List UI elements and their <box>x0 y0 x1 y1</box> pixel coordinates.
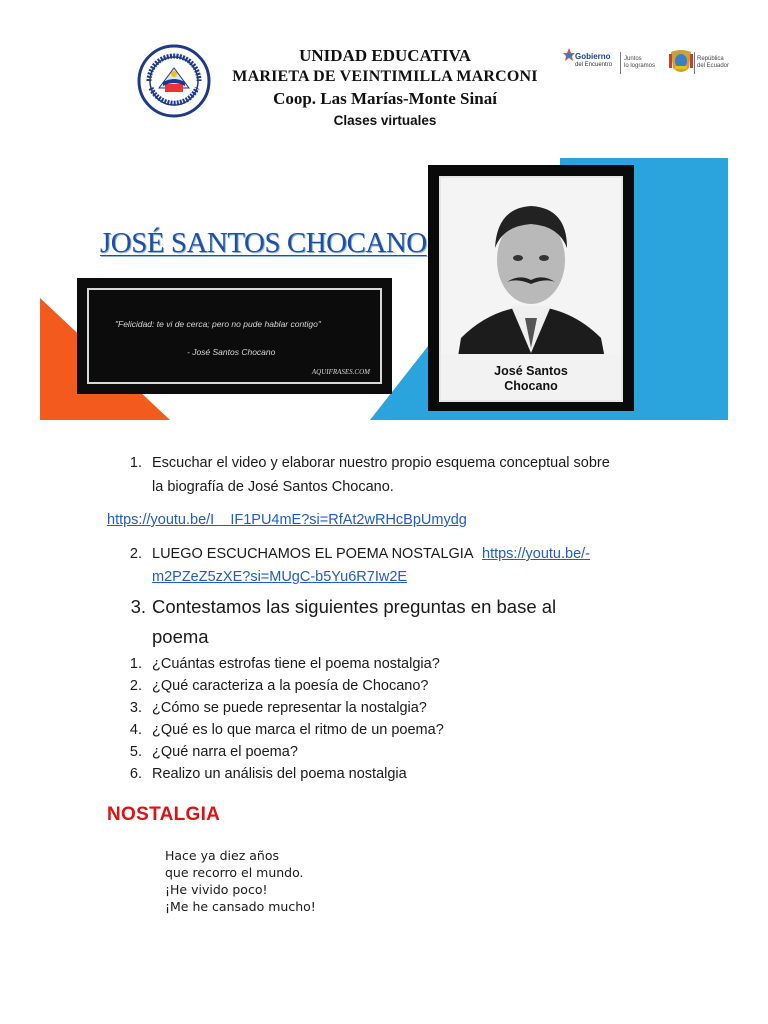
portrait-caption-line2: Chocano <box>504 379 558 393</box>
school-location: Coop. Las Marías-Monte Sinaí <box>273 89 497 108</box>
question-3-text: ¿Cómo se puede representar la nostalgia? <box>152 700 427 716</box>
banner-title: JOSÉ SANTOS CHOCANO <box>100 227 427 259</box>
item-3-line-2: poema <box>152 626 209 647</box>
question-3-number: 3. <box>129 700 142 716</box>
school-type: UNIDAD EDUCATIVA <box>299 46 471 65</box>
gov-name: Gobierno <box>575 52 611 61</box>
question-1-number: 1. <box>129 656 142 672</box>
portrait-caption <box>441 364 621 394</box>
government-logo <box>563 46 733 82</box>
question-5-text: ¿Qué narra el poema? <box>152 744 298 760</box>
quote-card <box>77 278 392 394</box>
biography-banner <box>40 158 728 420</box>
school-name: MARIETA DE VEINTIMILLA MARCONI <box>232 68 538 85</box>
gov-divider <box>620 52 621 74</box>
question-2-number: 2. <box>129 678 142 694</box>
question-5-number: 5. <box>129 744 142 760</box>
item-2-number: 2. <box>129 546 142 562</box>
republic-divider <box>694 52 695 74</box>
video-link-2-part-1[interactable]: https://youtu.be/- <box>482 546 591 562</box>
gov-name-sub: del Encuentro <box>575 62 613 68</box>
class-type: Clases virtuales <box>333 113 437 128</box>
poem-line-1: Hace ya diez años <box>165 848 280 863</box>
poem-line-2: que recorro el mundo. <box>165 865 304 880</box>
question-4-text: ¿Qué es lo que marca el ritmo de un poema? <box>152 722 444 738</box>
quote-author: - José Santos Chocano <box>187 347 276 357</box>
gov-slogan-2: lo logramos <box>624 63 656 69</box>
item-2-text: LUEGO ESCUCHAMOS EL POEMA NOSTALGIA <box>152 546 474 562</box>
video-link-2-part-2[interactable]: m2PZeZ5zXE?si=MUgC-b5Yu6R7Iw2E <box>152 569 408 585</box>
item-3-number: 3. <box>130 596 146 617</box>
question-2-text: ¿Qué caracteriza a la poesía de Chocano? <box>152 678 429 694</box>
item-1-number: 1. <box>129 455 142 471</box>
ecuador-coat-of-arms-icon <box>669 48 693 78</box>
item-3-line-1: Contestamos las siguientes preguntas en base al <box>152 596 557 617</box>
video-link-1[interactable]: https://youtu.be/I IF1PU4mE?si=RfAt2wRHcBpUmydg <box>107 512 467 528</box>
question-4-number: 4. <box>129 722 142 738</box>
poem-line-3: ¡He vivido poco! <box>165 882 268 897</box>
portrait-frame <box>428 165 634 411</box>
poem-stanza <box>165 847 316 915</box>
gov-slogan-1: Juntos <box>624 56 642 62</box>
item-1-line-1: Escuchar el video y elaborar nuestro propio esquema conceptual sobre <box>152 455 610 471</box>
gobierno-star-icon <box>563 48 575 62</box>
quote-site: AQUIFRASES.COM <box>311 368 370 376</box>
republic-name-1: República <box>697 56 724 62</box>
question-1-text: ¿Cuántas estrofas tiene el poema nostalgia? <box>152 656 440 672</box>
republic-name-2: del Ecuador <box>697 63 730 69</box>
portrait-caption-line1: José Santos <box>494 364 568 378</box>
item-1-line-2: la biografía de José Santos Chocano. <box>152 479 394 495</box>
question-6-text: Realizo un análisis del poema nostalgia <box>152 766 407 782</box>
poem-title: NOSTALGIA <box>107 804 221 825</box>
question-6-number: 6. <box>129 766 142 782</box>
quote-text: "Felicidad: te vi de cerca; pero no pude hablar contigo" <box>115 319 321 329</box>
portrait <box>439 176 623 402</box>
poem-line-4: ¡Me he cansado mucho! <box>165 899 316 914</box>
quote-frame <box>87 288 382 384</box>
